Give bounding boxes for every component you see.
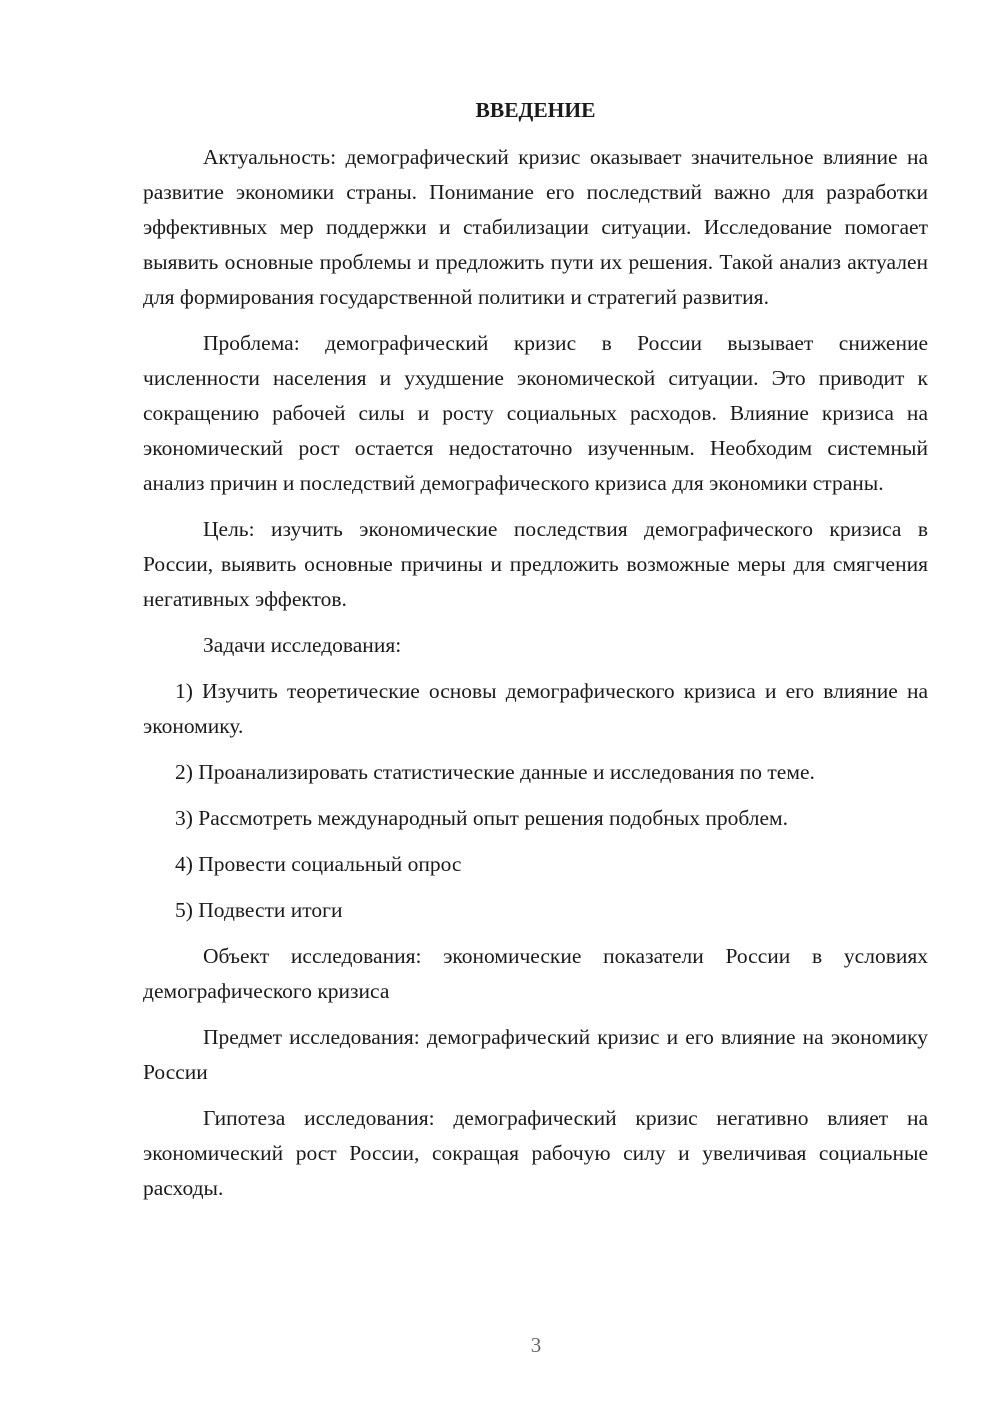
document-page: [143, 95, 928, 1217]
list-item: 2) Проанализировать статистические данные и исследования по теме.: [175, 760, 815, 784]
paragraph-subject: Предмет исследования: демографический кризис и его влияние на экономику России: [143, 1025, 928, 1084]
list-item: 3) Рассмотреть международный опыт решения подобных проблем.: [175, 806, 789, 830]
page-number: 3: [530, 1333, 542, 1357]
list-item: 1) Изучить теоретические основы демографического кризиса и его влияние на экономику.: [143, 679, 928, 738]
paragraph-hypothesis: Гипотеза исследования: демографический кризис негативно влияет на экономический рост России, сокращая рабочую силу и увеличивая социальные расходы.: [143, 1106, 928, 1200]
list-item: 5) Подвести итоги: [175, 898, 343, 922]
tasks-heading: Задачи исследования:: [203, 633, 402, 657]
paragraph-object: Объект исследования: экономические показатели России в условиях демографического кризиса: [143, 944, 928, 1003]
paragraph-goal: Цель: изучить экономические последствия демографического кризиса в России, выявить основные причины и предложить возможные меры для смягчения негативных эффектов.: [143, 517, 928, 611]
paragraph-relevance: Актуальность: демографический кризис оказывает значительное влияние на развитие экономики страны. Понимание его последствий важно для разработки эффективных мер поддержки и стабилизации ситуации. Исследование помогает выявить основные проблемы и предложить пути их решения. Такой анализ актуален для формирования государственной политики и стратегий развития.: [143, 145, 928, 309]
list-item: 4) Провести социальный опрос: [175, 852, 462, 876]
paragraph-problem: Проблема: демографический кризис в России вызывает снижение численности населения и ухудшение экономической ситуации. Это приводит к сокращению рабочей силы и росту социальных расходов. Влияние кризиса на экономический рост остается недостаточно изученным. Необходим системный анализ причин и последствий демографического кризиса для экономики страны.: [143, 331, 928, 495]
tasks-list: [143, 674, 928, 928]
page-title: ВВЕДЕНИЕ: [475, 98, 596, 122]
